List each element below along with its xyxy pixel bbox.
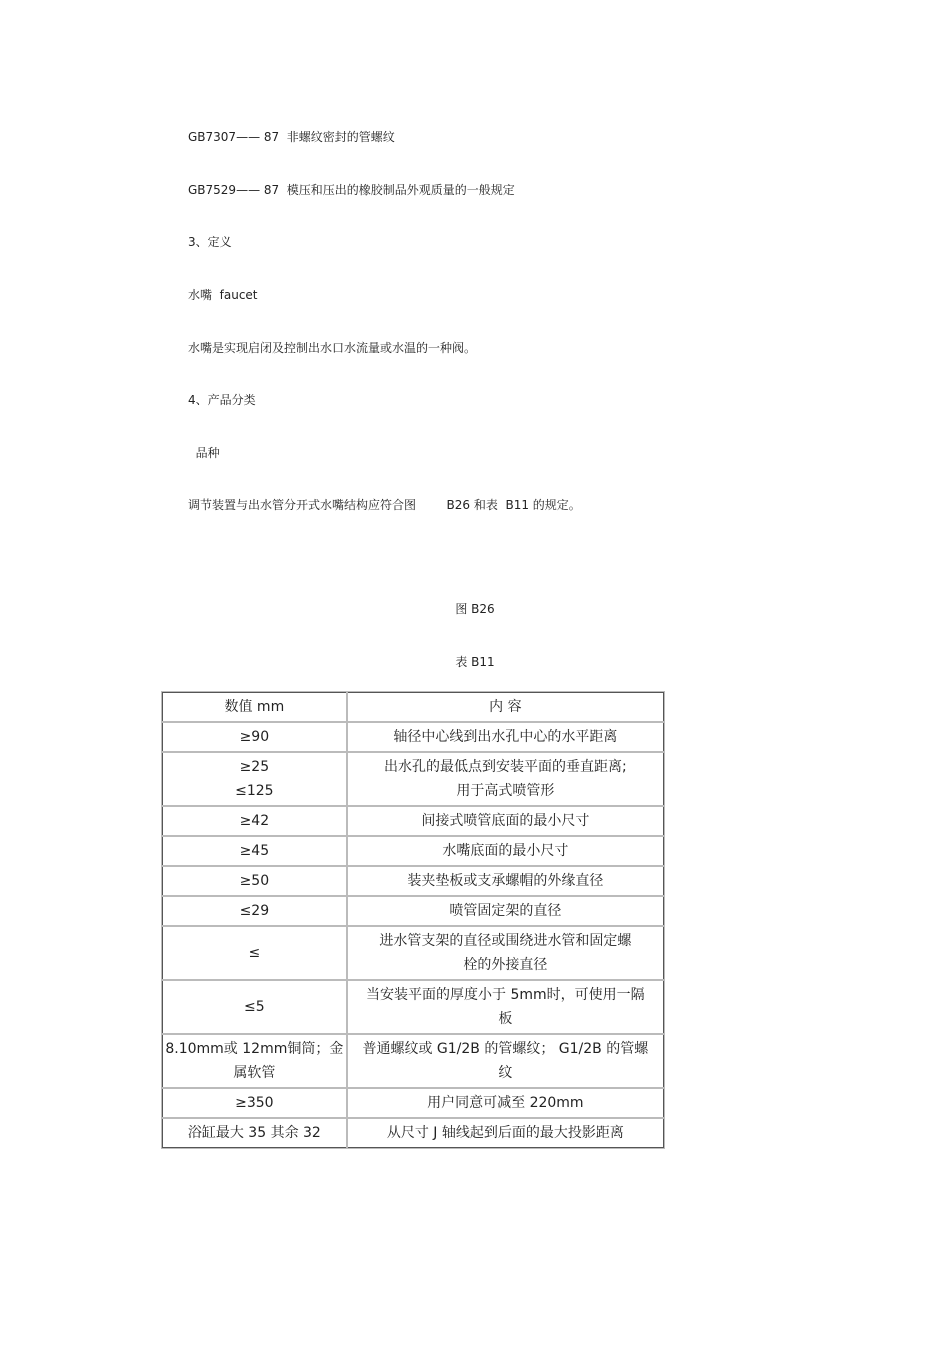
structure-note: 调节装置与出水管分开式水嘴结构应符合图 B26 和表 B11 的规定。 <box>188 498 581 512</box>
table-header-row <box>162 692 664 722</box>
content-cell: 间接式喷管底面的最小尺寸 <box>347 806 664 836</box>
ref-line-gb7529: GB7529—— 87 模压和压出的橡胶制品外观质量的一般规定 <box>188 183 515 197</box>
table-row <box>162 980 664 1034</box>
content-cell: 用户同意可减至 220mm <box>347 1088 664 1118</box>
figure-caption: 图 B26 <box>455 602 495 616</box>
table-row <box>162 926 664 980</box>
term-faucet: 水嘴 faucet <box>188 288 258 302</box>
content-cell: 进水管支架的直径或围绕进水管和固定螺 栓的外接直径 <box>347 926 664 980</box>
table-row <box>162 866 664 896</box>
content-cell: 装夹垫板或支承螺帽的外缘直径 <box>347 866 664 896</box>
content-cell: 普通螺纹或 G1/2B 的管螺纹； G1/2B 的管螺 纹 <box>347 1034 664 1088</box>
content-cell: 水嘴底面的最小尺寸 <box>347 836 664 866</box>
table-row <box>162 806 664 836</box>
table-row <box>162 896 664 926</box>
content-cell: 当安装平面的厚度小于 5mm时，可使用一隔 板 <box>347 980 664 1034</box>
table-row <box>162 722 664 752</box>
value-cell: ≤5 <box>162 980 347 1034</box>
content-cell: 轴径中心线到出水孔中心的水平距离 <box>347 722 664 752</box>
value-cell: ≥50 <box>162 866 347 896</box>
value-cell: ≤29 <box>162 896 347 926</box>
value-cell: ≥90 <box>162 722 347 752</box>
table-row <box>162 836 664 866</box>
subsection-variety: 品种 <box>188 446 220 460</box>
value-cell: ≥25 ≤125 <box>162 752 347 806</box>
value-cell: 浴缸最大 35 其余 32 <box>162 1118 347 1148</box>
content-cell: 从尺寸 J 轴线起到后面的最大投影距离 <box>347 1118 664 1148</box>
ref-line-gb7307: GB7307—— 87 非螺纹密封的管螺纹 <box>188 130 395 144</box>
table-row <box>162 1118 664 1148</box>
section-classification-heading: 4、产品分类 <box>188 393 256 407</box>
value-cell: ≤ <box>162 926 347 980</box>
value-cell: ≥42 <box>162 806 347 836</box>
spec-table <box>162 692 664 1148</box>
content-cell: 喷管固定架的直径 <box>347 896 664 926</box>
table-row <box>162 1088 664 1118</box>
section-definition-heading: 3、定义 <box>188 235 232 249</box>
table-header-cell: 数值 mm <box>162 692 347 722</box>
table-row <box>162 752 664 806</box>
table-header-cell: 内 容 <box>347 692 664 722</box>
value-cell: ≥350 <box>162 1088 347 1118</box>
table-row <box>162 1034 664 1088</box>
content-cell: 出水孔的最低点到安装平面的垂直距离; 用于高式喷管形 <box>347 752 664 806</box>
value-cell: ≥45 <box>162 836 347 866</box>
value-cell: 8.10mm或 12mm铜筒；金 属软管 <box>162 1034 347 1088</box>
definition-faucet: 水嘴是实现启闭及控制出水口水流量或水温的一种阀。 <box>188 341 477 355</box>
table-caption: 表 B11 <box>455 655 495 669</box>
